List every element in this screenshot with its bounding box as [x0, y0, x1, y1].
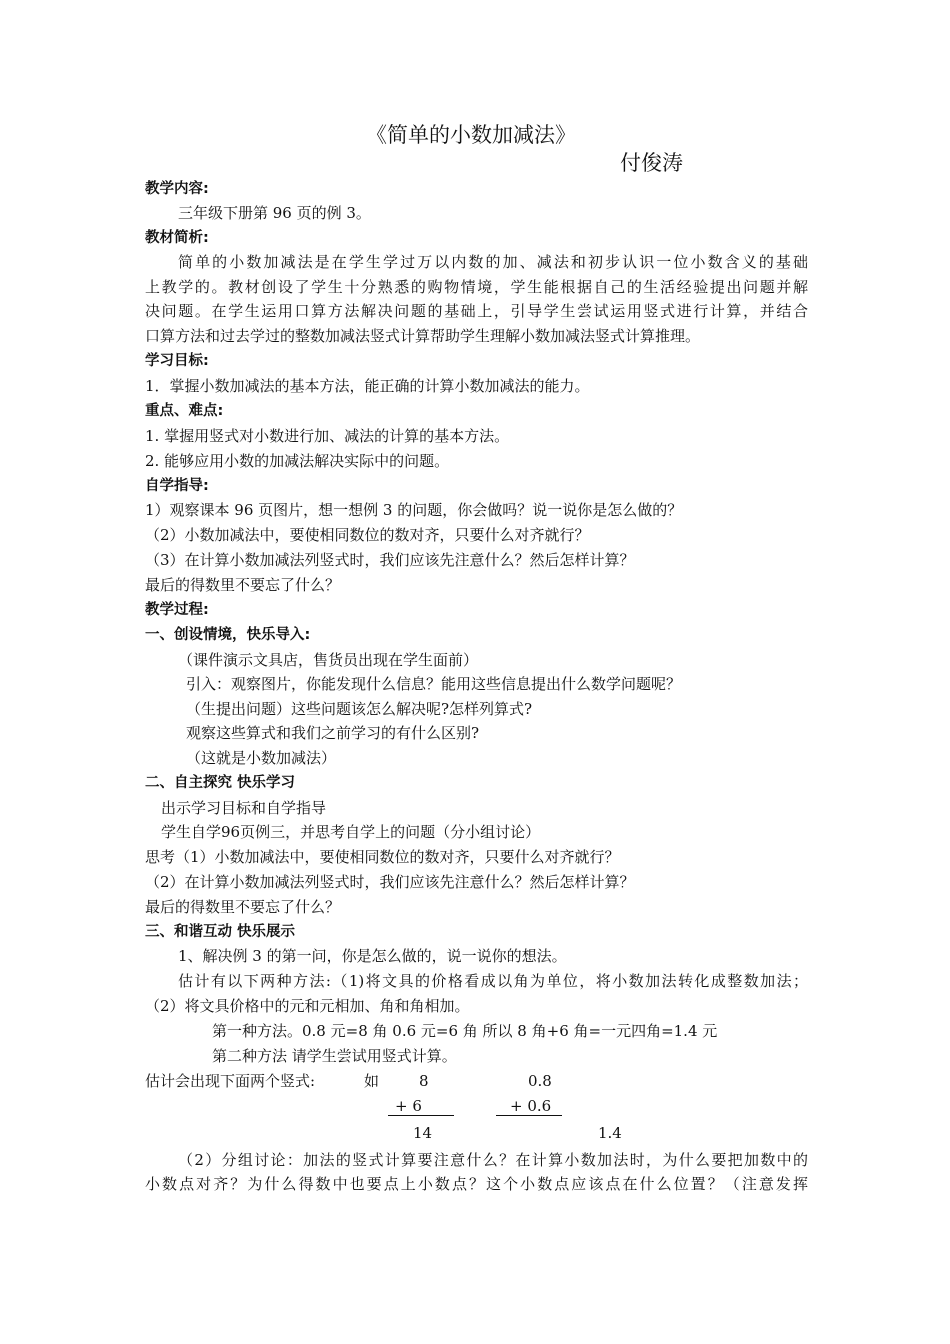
- analysis-line: 简单的小数加减法是在学生学过万以内数的加、减法和初步认识一位小数含义的基础: [178, 253, 808, 271]
- content-heading: 教学内容:: [145, 181, 209, 197]
- part3-line: 第一种方法。0.8 元=8 角 0.6 元=6 角 所以 8 角+6 角=一元四角=1.4 元: [212, 1022, 718, 1040]
- analysis-heading: 教材简析:: [145, 230, 209, 246]
- part3-line: （2）将文具价格中的元和元相加、角和角相加。: [145, 997, 470, 1015]
- calc1-underline: [388, 1115, 454, 1116]
- part2-line: 学生自学96页例三，并思考自学上的问题（分小组讨论）: [161, 823, 541, 841]
- part2-line: 最后的得数里不要忘了什么？: [145, 898, 341, 916]
- process-heading: 教学过程:: [145, 602, 209, 618]
- part1-line: （课件演示文具店，售货员出现在学生面前）: [178, 651, 479, 669]
- key-point-item: 2. 能够应用小数的加减法解决实际中的问题。: [145, 452, 450, 470]
- analysis-line: 上教学的。教材创设了学生十分熟悉的购物情境，学生能根据自己的生活经验提出问题并解: [145, 278, 808, 296]
- part3-line: 估计有以下两种方法:（1)将文具的价格看成以角为单位，将小数加法转化成整数加法；: [178, 972, 809, 990]
- part3-line: 第二种方法 请学生尝试用竖式计算。: [212, 1047, 457, 1065]
- self-study-item: （2）小数加减法中，要使相同数位的数对齐，只要什么对齐就行？: [145, 526, 590, 544]
- part1-line: 引入：观察图片，你能发现什么信息？能用这些信息提出什么数学问题呢？: [186, 675, 682, 693]
- goals-heading: 学习目标:: [145, 353, 209, 369]
- part2-heading: 二、自主探究 快乐学习: [145, 775, 296, 791]
- vertical-intro: 估计会出现下面两个竖式:: [145, 1072, 316, 1090]
- part2-line: 出示学习目标和自学指导: [161, 799, 327, 817]
- calc2-result: 1.4: [598, 1124, 622, 1142]
- calc1-result: 14: [413, 1124, 433, 1142]
- calc1-operation: + 6: [395, 1097, 422, 1115]
- self-study-item: （3）在计算小数加减法列竖式时，我们应该先注意什么？然后怎样计算？: [145, 551, 635, 569]
- part1-line: 观察这些算式和我们之前学习的有什么区别?: [186, 724, 480, 742]
- vertical-example-label: 如: [364, 1072, 380, 1090]
- content-text: 三年级下册第 96 页的例 3。: [178, 204, 371, 222]
- calc2-underline: [496, 1115, 562, 1116]
- calc2-top: 0.8: [528, 1072, 552, 1090]
- analysis-line: 口算方法和过去学过的整数加减法竖式计算帮助学生理解小数加减法竖式计算推理。: [145, 327, 701, 345]
- self-study-heading: 自学指导:: [145, 478, 209, 494]
- part1-line: （生提出问题）这些问题该怎么解决呢?怎样列算式?: [186, 700, 533, 718]
- analysis-line: 决问题。在学生运用口算方法解决问题的基础上，引导学生尝试运用竖式进行计算，并结合: [145, 302, 808, 320]
- key-point-item: 1. 掌握用竖式对小数进行加、减法的计算的基本方法。: [145, 427, 510, 445]
- discussion-line: 小数点对齐？为什么得数中也要点上小数点？这个小数点应该点在什么位置？（注意发挥: [145, 1175, 808, 1193]
- part1-line: （这就是小数加减法）: [186, 749, 337, 767]
- author-name: 付俊涛: [620, 151, 683, 175]
- discussion-line: （2）分组讨论：加法的竖式计算要注意什么？在计算小数加法时，为什么要把加数中的: [178, 1151, 808, 1169]
- part2-line: （2）在计算小数加减法列竖式时，我们应该先注意什么？然后怎样计算？: [145, 873, 635, 891]
- self-study-item: 1）观察课本 96 页图片，想一想例 3 的问题，你会做吗？说一说你是怎么做的？: [145, 501, 683, 519]
- part3-line: 1、解决例 3 的第一问，你是怎么做的，说一说你的想法。: [178, 947, 567, 965]
- self-study-item: 最后的得数里不要忘了什么？: [145, 576, 341, 594]
- part1-heading: 一、创设情境，快乐导入:: [145, 627, 311, 643]
- part3-heading: 三、和谐互动 快乐展示: [145, 924, 296, 940]
- goals-line: 1．掌握小数加减法的基本方法，能正确的计算小数加减法的能力。: [145, 377, 590, 395]
- calc2-operation: + 0.6: [510, 1097, 552, 1115]
- document-title: 《简单的小数加减法》: [366, 123, 576, 147]
- key-points-heading: 重点、难点:: [145, 403, 224, 419]
- part2-line: 思考（1）小数加减法中，要使相同数位的数对齐，只要什么对齐就行？: [145, 848, 620, 866]
- calc1-top: 8: [419, 1072, 429, 1090]
